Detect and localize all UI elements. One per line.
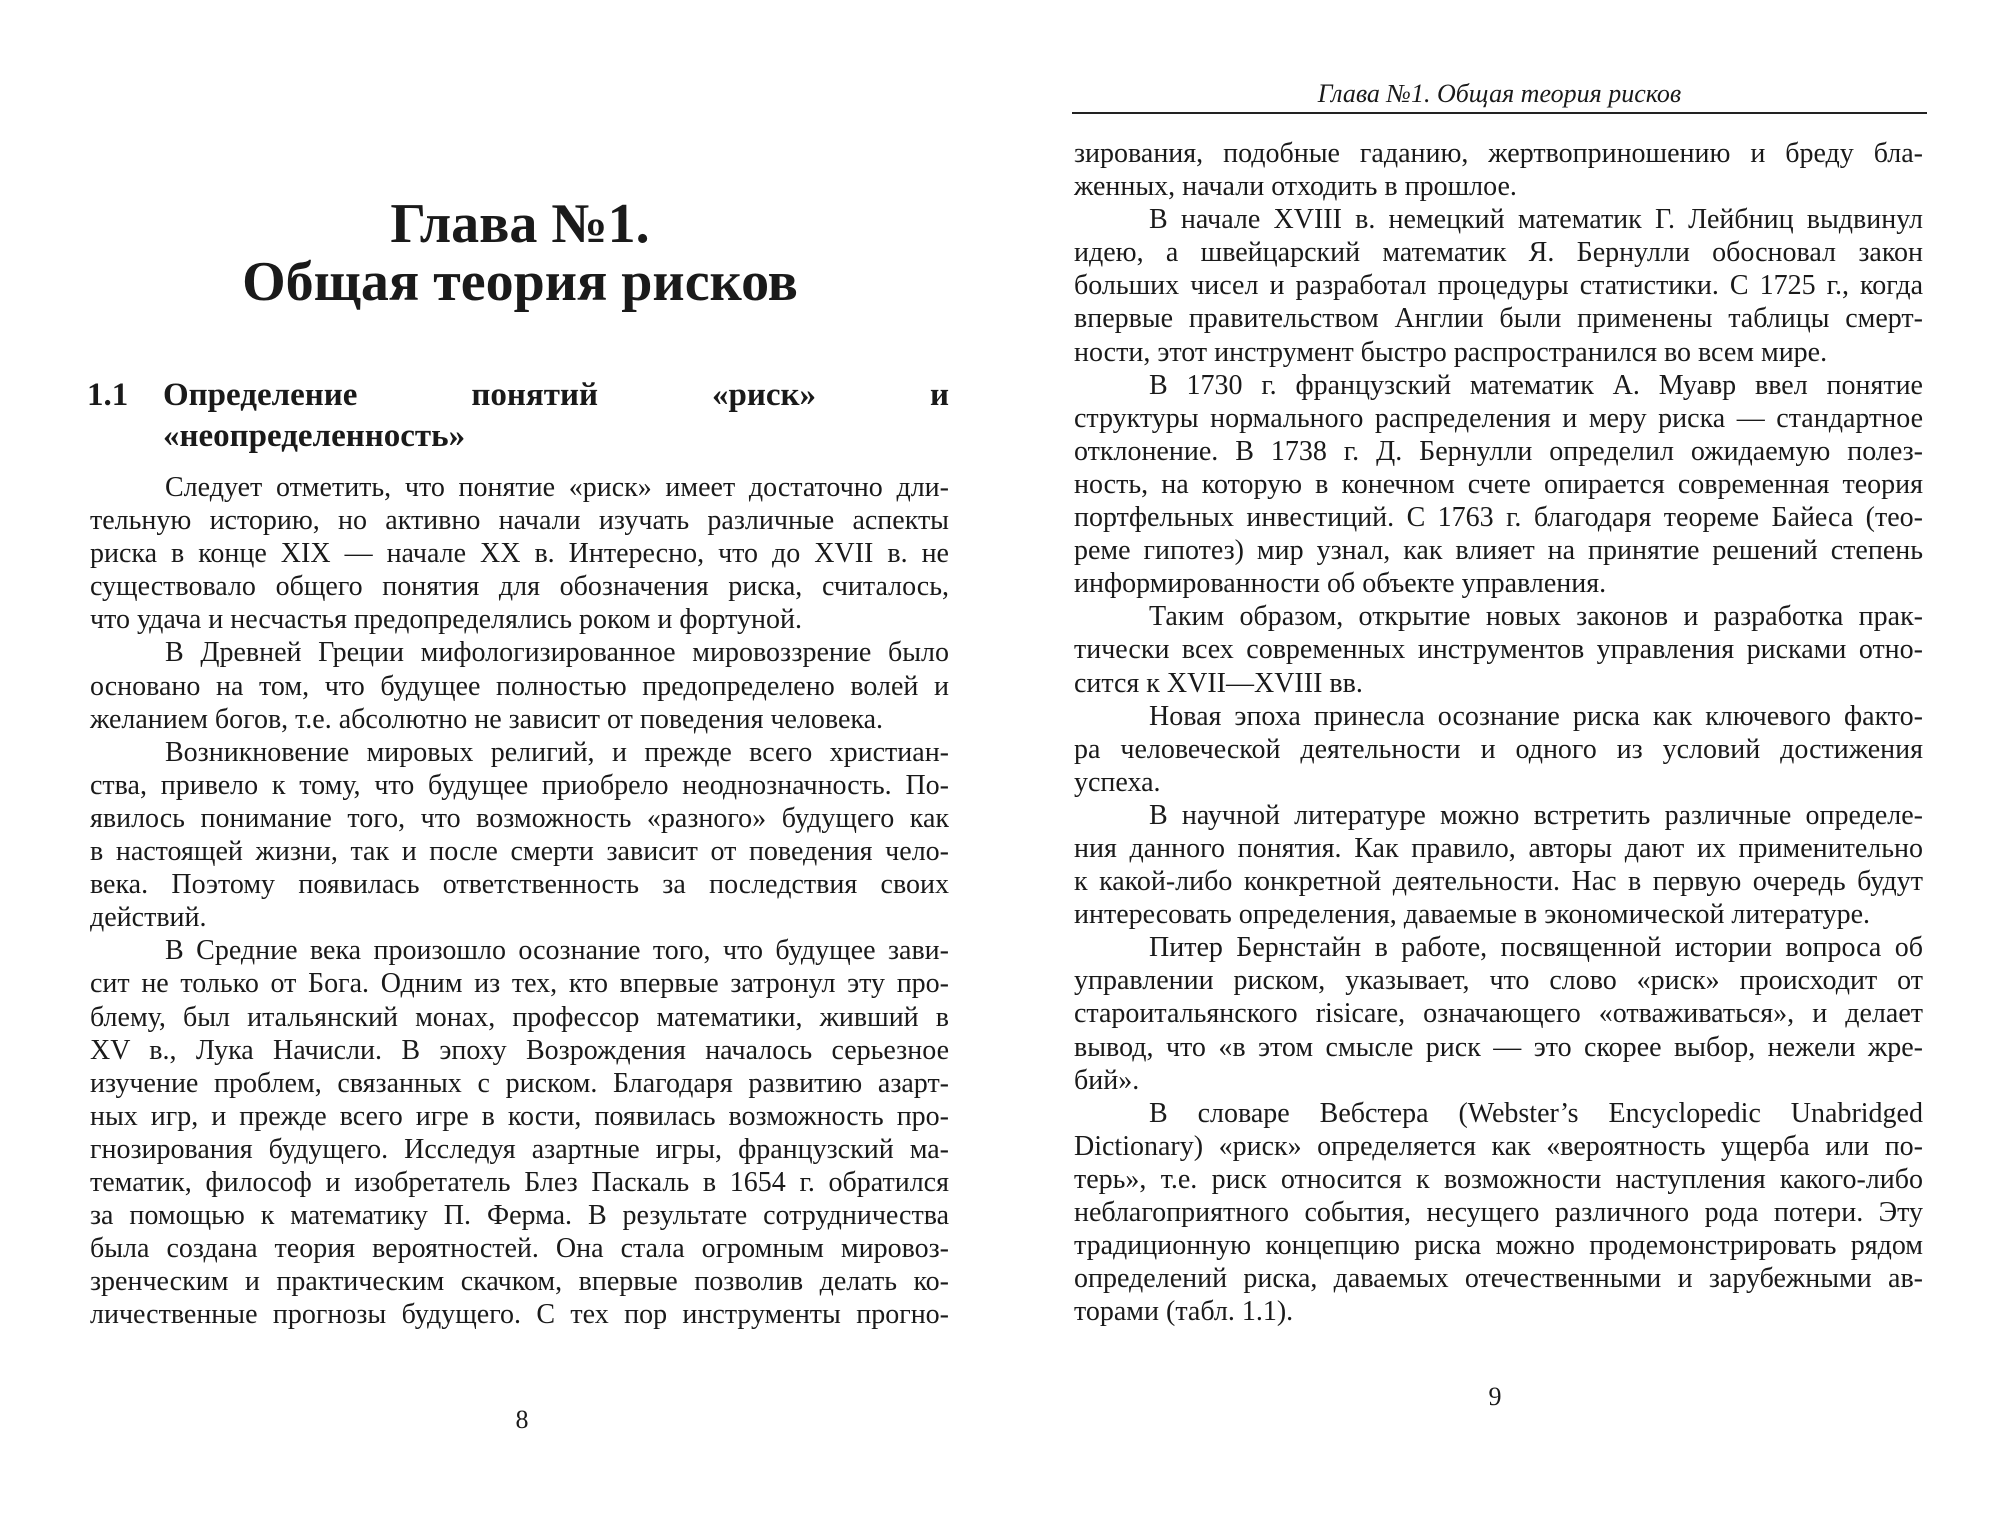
text-line: бий». [1074,1064,1140,1096]
chapter-title-line1: Глава №1. [390,193,650,255]
text-line: вывод, что «в этом смысле риск — это скорее выбор, нежели жре- [1074,1031,1923,1063]
paragraph [1074,1097,1923,1329]
text-line: староитальянского risicare, означающего «отваживаться», и делает [1074,998,1923,1030]
right-page-body [1074,137,1923,1328]
text-line: В словаре Вебстера (Webster’s Encyclopedic Unabridged [1149,1097,1923,1129]
text-line: Возникновение мировых религий, и прежде всего христиан- [165,736,949,768]
paragraph [1074,799,1923,931]
paragraph [90,736,949,935]
text-line: ства, привело к тому, что будущее приобрело неоднозначность. По- [90,769,949,801]
text-line: тически всех современных инструментов управления рисками отно- [1074,634,1923,666]
left-page-body [90,471,949,1331]
paragraph [90,636,949,735]
text-line: Dictionary) «риск» определяется как «вероятность ущерба или по- [1074,1130,1923,1162]
text-line: терь», т.е. риск относится к возможности наступления какого-либо [1074,1163,1923,1195]
page-number: 8 [515,1405,529,1434]
text-line: ность, на которую в конечном счете опирается современная теория [1074,468,1923,500]
text-line: XV в., Лука Начисли. В эпоху Возрождения началось серьезное [90,1034,949,1066]
header-rule [1072,112,1927,114]
text-line: что удача и несчастья предопределялись роком и фортуной. [90,604,803,636]
paragraph [1074,600,1923,699]
text-line: ных игр, и прежде всего игре в кости, появилась возможность про- [90,1100,949,1132]
text-line: тельную историю, но активно начали изучать различные аспекты [90,505,949,537]
paragraph [1074,369,1923,601]
paragraph [90,471,949,636]
text-line: структуры нормального распределения и меру риска — стандартное [1074,402,1923,434]
text-line: за помощью к математику П. Ферма. В результате сотрудничества [90,1200,949,1232]
text-line: явилось понимание того, что возможность «разного» будущего как [90,802,949,834]
text-line: основано на том, что будущее полностью предопределено волей и [90,670,949,702]
text-line: изучение проблем, связанных с риском. Благодаря развитию азарт- [90,1067,949,1099]
text-line: зирования, подобные гаданию, жертвоприношению и бреду бла- [1074,138,1923,169]
page-number: 9 [1488,1382,1502,1411]
text-line: торами (табл. 1.1). [1074,1296,1294,1328]
text-line: Таким образом, открытие новых законов и разработка прак- [1149,601,1923,633]
text-line: существовало общего понятия для обозначения риска, считалось, [90,571,949,603]
text-line: портфельных инвестиций. С 1763 г. благодаря теореме Байеса (тео- [1074,502,1923,534]
paragraph [1074,203,1923,368]
text-line: неблагоприятного события, несущего различного рода потери. Эту [1074,1197,1923,1228]
text-line: В научной литературе можно встретить различные определе- [1149,799,1923,831]
text-line: личественные прогнозы будущего. С тех пор инструменты прогно- [90,1299,949,1331]
text-line: блему, был итальянский монах, профессор математики, живший в [90,1001,949,1033]
text-line: к какой-либо конкретной деятельности. Нас в первую очередь будут [1074,866,1923,898]
text-line: В 1730 г. французский математик А. Муавр ввел понятие [1149,369,1923,401]
text-line: тематик, философ и изобретатель Блез Паскаль в 1654 г. обратился [90,1166,949,1198]
text-line: В Древней Греции мифологизированное мировоззрение было [165,637,949,669]
text-line: В Средние века произошло осознание того, что будущее зави- [165,935,949,967]
text-line: сится к XVII—XVIII вв. [1074,667,1363,699]
text-line: Новая эпоха принесла осознание риска как ключевого факто- [1149,700,1923,732]
text-line: интересовать определения, даваемые в экономической литературе. [1074,899,1871,931]
text-line: ра человеческой деятельности и одного из условий достижения [1074,733,1923,765]
text-line: реме гипотез) мир узнал, как влияет на принятие решений степень [1074,535,1923,567]
text-line: отклонение. В 1738 г. Д. Бернулли определил ожидаемую полез- [1074,435,1923,467]
paragraph [90,934,949,1331]
text-line: века. Поэтому появилась ответственность за последствия своих [90,869,949,901]
right-page [1000,0,2000,1519]
paragraph [1074,137,1923,203]
text-line: желанием богов, т.е. абсолютно не зависит от поведения человека. [90,703,884,735]
text-line: зренческим и практическим скачком, впервые позволив делать ко- [90,1266,949,1298]
text-line: управлении риском, указывает, что слово «риск» происходит от [1074,965,1923,997]
text-line: женных, начали отходить в прошлое. [1074,171,1517,203]
text-line: информированности об объекте управления. [1074,568,1607,600]
text-line: в настоящей жизни, так и после смерти зависит от поведения чело- [90,836,949,868]
text-line: гнозирования будущего. Исследуя азартные игры, французский ма- [90,1133,949,1165]
text-line: определений риска, даваемых отечественными и зарубежными ав- [1074,1263,1923,1295]
text-line: традиционную концепцию риска можно продемонстрировать рядом [1074,1230,1923,1262]
text-line: действий. [90,902,207,934]
section-title-line1: Определение понятий «риск» и [163,377,949,413]
text-line: сит не только от Бога. Одним из тех, кто впервые затронул эту про- [90,968,949,1000]
text-line: В начале XVIII в. немецкий математик Г. Лейбниц выдвинул [1149,204,1923,236]
text-line: риска в конце XIX — начале XX в. Интересно, что до XVII в. не [90,538,949,570]
paragraph [1074,931,1923,1096]
text-line: была создана теория вероятностей. Она стала огромным мировоз- [90,1233,949,1265]
text-line: идею, а швейцарский математик Я. Бернулли обосновал закон [1074,237,1923,269]
text-line: ности, этот инструмент быстро распространился во всем мире. [1074,336,1828,368]
text-line: ния данного понятия. Как правило, авторы дают их применительно [1074,832,1923,864]
section-title-line2: «неопределенность» [163,418,466,454]
chapter-title-line2: Общая теория рисков [242,251,798,313]
text-line: Питер Бернстайн в работе, посвященной истории вопроса об [1149,932,1923,964]
text-line: Следует отметить, что понятие «риск» имеет достаточно дли- [165,472,949,503]
text-line: успеха. [1074,766,1161,798]
section-number: 1.1 [87,377,129,413]
text-line: впервые правительством Англии были применены таблицы смерт- [1074,303,1923,335]
paragraph [1074,700,1923,799]
running-head: Глава №1. Общая теория рисков [1317,79,1682,108]
text-line: больших чисел и разработал процедуры статистики. С 1725 г., когда [1074,270,1923,302]
